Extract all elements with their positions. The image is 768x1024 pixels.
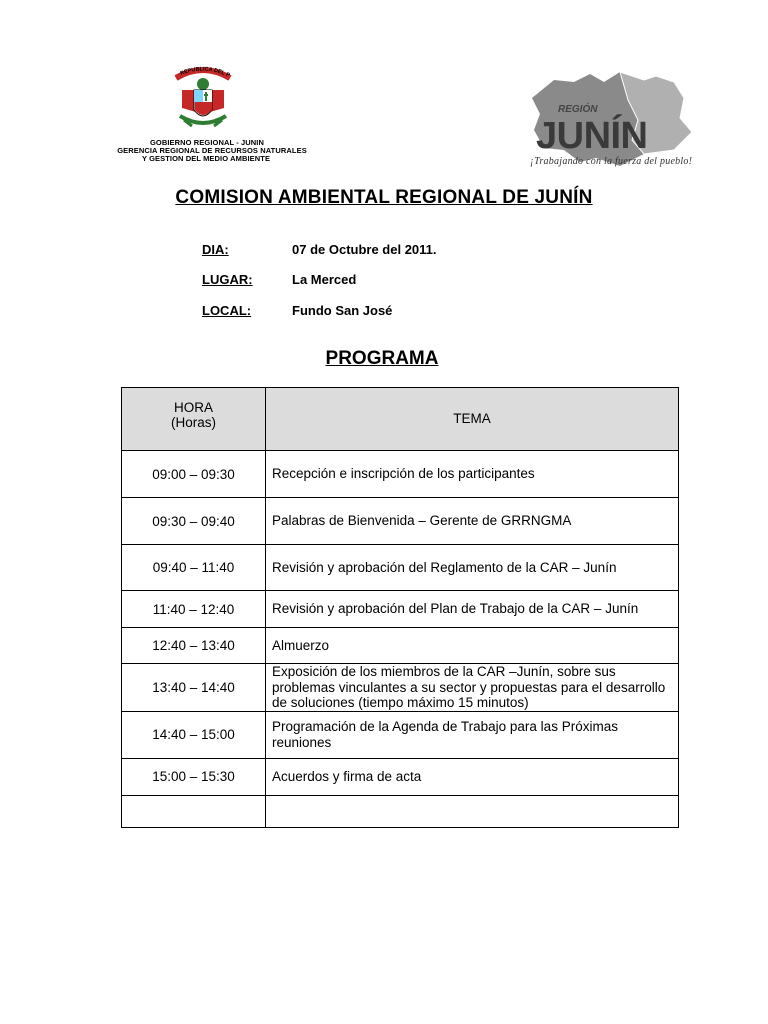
row-hora: 15:00 – 15:30 — [122, 758, 266, 795]
crest-ribbon-text: REPUBLICA DEL P — [179, 66, 231, 79]
org-line-2: GERENCIA REGIONAL DE RECURSOS NATURALES — [117, 146, 307, 155]
logo-region-word: REGIÓN — [558, 104, 598, 115]
row-tema: Palabras de Bienvenida – Gerente de GRRNGMA — [266, 498, 679, 545]
row-tema: Programación de la Agenda de Trabajo para las Próximas reuniones — [266, 711, 679, 758]
row-hora: 09:40 – 11:40 — [122, 545, 266, 591]
schedule-table — [121, 387, 679, 828]
row-hora — [122, 795, 266, 827]
table-row — [122, 591, 679, 628]
info-value-lugar: La Merced — [292, 272, 357, 287]
org-line-3: Y GESTION DEL MEDIO AMBIENTE — [141, 154, 271, 163]
row-hora: 12:40 – 13:40 — [122, 628, 266, 664]
info-value-dia: 07 de Octubre del 2011. — [292, 242, 437, 257]
table-row — [122, 664, 679, 712]
info-label-dia: DIA: — [202, 242, 229, 257]
row-tema — [266, 795, 679, 827]
program-title — [0, 348, 768, 370]
row-tema: Revisión y aprobación del Reglamento de la CAR – Junín — [266, 545, 679, 591]
table-row — [122, 795, 679, 827]
row-tema: Exposición de los miembros de la CAR –Junín, sobre sus problemas vinculantes a su sector y propuestas para el desarrollo de soluciones (tiempo máximo 15 minutos) — [266, 664, 679, 712]
table-row — [122, 628, 679, 664]
row-hora: 09:30 – 09:40 — [122, 498, 266, 545]
program-title-text: PROGRAMA — [325, 348, 439, 369]
row-tema: Almuerzo — [266, 628, 679, 664]
header-tema: TEMA — [266, 388, 679, 451]
table-header-row — [122, 388, 679, 451]
table-row — [122, 545, 679, 591]
logo-name: JUNÍN — [536, 115, 648, 157]
row-hora: 09:00 – 09:30 — [122, 451, 266, 498]
table-row — [122, 758, 679, 795]
info-label-local: LOCAL: — [202, 303, 252, 318]
region-junin-logo — [524, 70, 696, 170]
info-label-lugar: LUGAR: — [202, 272, 253, 287]
header-hora-line2: (Horas) — [170, 415, 216, 430]
row-tema: Recepción e inscripción de los participantes — [266, 451, 679, 498]
org-line-1: GOBIERNO REGIONAL - JUNIN — [149, 138, 265, 147]
row-tema: Revisión y aprobación del Plan de Trabajo de la CAR – Junín — [266, 591, 679, 628]
row-hora: 13:40 – 14:40 — [122, 664, 266, 712]
row-hora: 14:40 – 15:00 — [122, 711, 266, 758]
row-hora: 11:40 – 12:40 — [122, 591, 266, 628]
document-title: COMISION AMBIENTAL REGIONAL DE JUNÍN — [175, 187, 593, 208]
logo-slogan: ¡Trabajando con la fuerza del pueblo! — [530, 156, 692, 167]
table-row — [122, 451, 679, 498]
info-value-local: Fundo San José — [292, 303, 393, 318]
peru-coat-of-arms-logo — [168, 60, 238, 138]
table-row — [122, 498, 679, 545]
header-hora-line1: HORA — [173, 400, 213, 415]
table-row — [122, 711, 679, 758]
header-hora — [122, 388, 266, 451]
row-tema: Acuerdos y firma de acta — [266, 758, 679, 795]
